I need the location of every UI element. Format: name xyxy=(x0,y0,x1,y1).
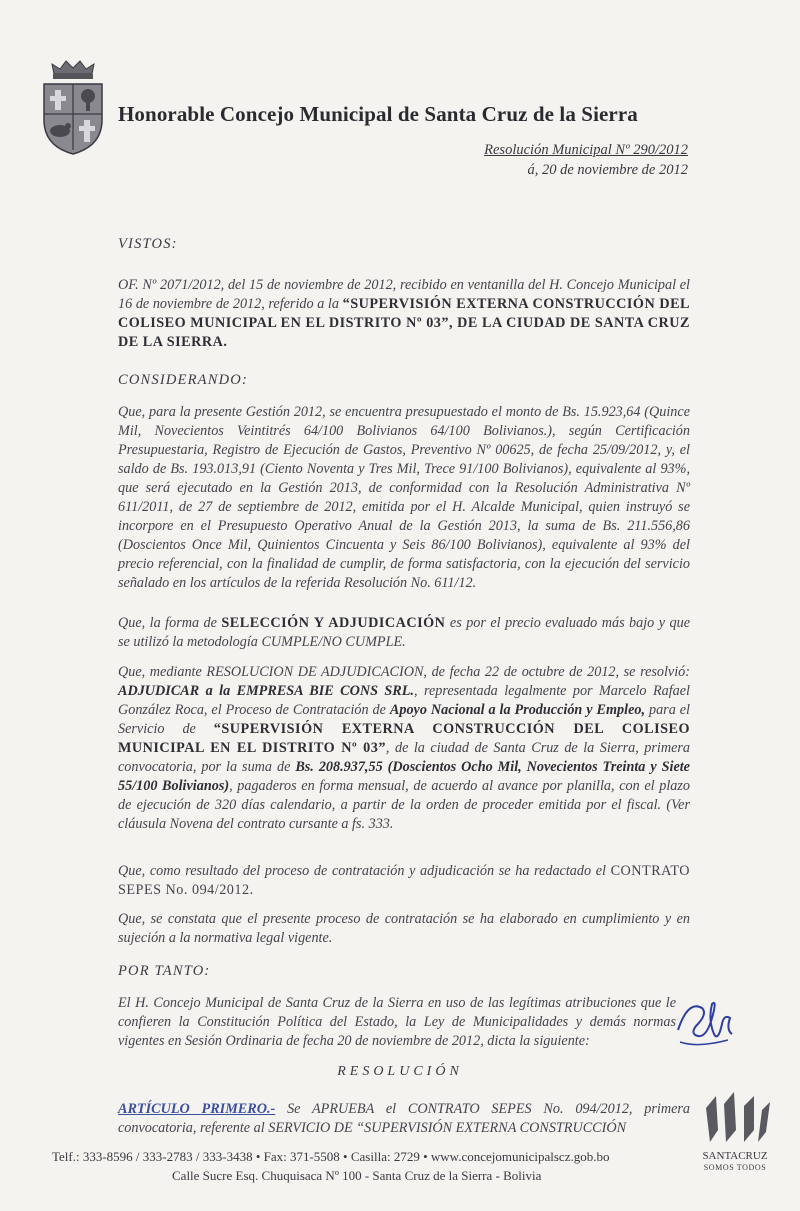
considerando-heading: CONSIDERANDO: xyxy=(118,372,248,388)
signature-icon xyxy=(668,990,748,1050)
coat-of-arms-icon xyxy=(38,58,108,158)
footer-contact: Telf.: 333-8596 / 333-2783 / 333-3438 • Fax: 371-5508 • Casilla: 2729 • www.concejomunicipalscz.gob.bo xyxy=(52,1149,610,1164)
considerando-paragraph-2: Que, la forma de SELECCIÓN Y ADJUDICACIÓN es por el precio evaluado más bajo y que se utilizó la metodología CUMPLE/NO CUMPLE. xyxy=(118,615,690,650)
por-tanto-paragraph: El H. Concejo Municipal de Santa Cruz de la Sierra en uso de las legítimas atribuciones que le confieren la Constitución Política del Estado, la Ley de Municipalidades y demás normas vigentes en Sesión Ordinaria de fecha 20 de noviembre de 2012, dicta la siguiente: xyxy=(118,995,676,1049)
vistos-paragraph: OF. Nº 2071/2012, del 15 de noviembre de 2012, recibido en ventanilla del H. Concejo Municipal el 16 de noviembre de 2012, referido a la “SUPERVISIÓN EXTERNA CONSTRUCCIÓN DEL COLISEO MUNICIPAL EN EL DISTRITO Nº 03”, DE LA CIUDAD DE SANTA CRUZ DE LA SIERRA. xyxy=(118,277,690,350)
resolucion-heading: RESOLUCIÓN xyxy=(337,1064,463,1079)
articulo-primero: ARTÍCULO PRIMERO.- Se APRUEBA el CONTRATO SEPES No. 094/2012, primera convocatoria, referente al SERVICIO DE “SUPERVISIÓN EXTERNA CONSTRUCCIÓN xyxy=(118,1101,690,1136)
considerando-paragraph-1: Que, para la presente Gestión 2012, se encuentra presupuestado el monto de Bs. 15.923,64 (Quince Mil, Novecientos Veintitrés 64/100 Bolivianos 64/100 Bolivianos.), según Certificación Presupuestaria, Registro de Ejecución de Gastos, Preventivo Nº 00625, de fecha 25/09/2012, y, el saldo de Bs. 193.013,91 (Ciento Noventa y Tres Mil, Trece 91/100 Bolivianos), equivalente al 93%, que será ejecutado en la Gestión 2013, de conformidad con la Resolución Administrativa Nº 611/2011, de 27 de septiembre de 2012, emitida por el H. Alcalde Municipal, quien instruyó se incorpore en el Presupuesto Operativo Anual de la Gestión 2013, la suma de Bs. 211.556,86 (Doscientos Once Mil, Quinientos Cincuenta y Seis 86/100 Bolivianos), equivalente al 93% del precio referencial, con la finalidad de cumplir, de forma satisfactoria, con la ejecución del servicio señalado en los artículos de la referida Resolución No. 611/12. xyxy=(118,404,690,591)
vistos-heading: VISTOS: xyxy=(118,236,178,252)
articulo-label: ARTÍCULO PRIMERO.- xyxy=(118,1101,276,1117)
por-tanto-heading: POR TANTO: xyxy=(118,963,211,979)
considerando-paragraph-3: Que, mediante RESOLUCION DE ADJUDICACION, de fecha 22 de octubre de 2012, se resolvió: ADJUDICAR a la EMPRESA BIE CONS SRL., representada legalmente por Marcelo Rafael González Roca, el Proceso de Contratación de Apoyo Nacional a la Producción y Empleo, para el Servicio de “SUPERVISIÓN EXTERNA CONSTRUCCIÓN DEL COLISEO MUNICIPAL EN EL DISTRITO Nº 03”, de la ciudad de Santa Cruz de la Sierra, primera convocatoria, por la suma de Bs. 208.937,55 (Doscientos Ocho Mil, Novecientos Treinta y Siete 55/100 Bolivianos), pagaderos en forma mensual, de acuerdo al avance por planilla, con el plazo de ejecución de 320 días calendario, a partir de la orden de proceder emitida por el fiscal. (Ver cláusula Novena del contrato cursante a fs. 333. xyxy=(118,664,690,832)
considerando-paragraph-4: Que, como resultado del proceso de contratación y adjudicación se ha redactado el CONTRATO SEPES No. 094/2012. xyxy=(118,863,690,898)
considerando-paragraph-5: Que, se constata que el presente proceso de contratación se ha elaborado en cumplimiento y en sujeción a la normativa legal vigente. xyxy=(118,911,690,946)
footer-address: Calle Sucre Esq. Chuquisaca Nº 100 - Santa Cruz de la Sierra - Bolivia xyxy=(172,1168,542,1183)
resolution-number: Resolución Municipal Nº 290/2012 xyxy=(484,142,688,158)
organization-title: Honorable Concejo Municipal de Santa Cruz de la Sierra xyxy=(118,102,638,126)
logo-text: SANTACRUZ SOMOS TODOS xyxy=(702,1150,768,1172)
resolution-date: á, 20 de noviembre de 2012 xyxy=(527,162,688,178)
